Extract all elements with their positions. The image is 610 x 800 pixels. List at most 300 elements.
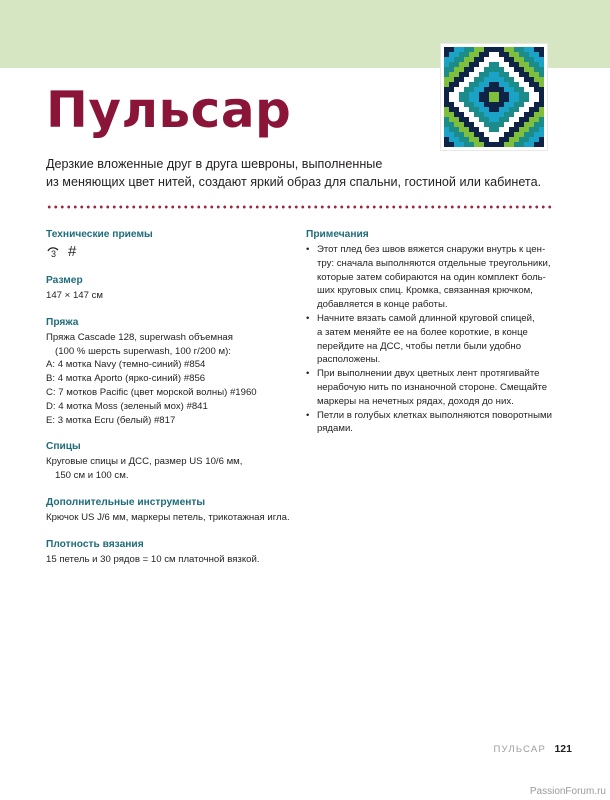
pattern-cell [469,142,474,147]
pattern-cell [459,62,464,67]
pattern-cell [449,122,454,127]
pattern-cell [509,107,514,112]
pattern-cell [464,52,469,57]
pattern-cell [454,122,459,127]
pattern-cell [479,52,484,57]
pattern-cell [444,117,449,122]
pattern-cell [509,72,514,77]
pattern-cell [479,122,484,127]
pattern-cell [459,52,464,57]
pattern-cell [484,97,489,102]
hash-grid-icon: # [68,243,77,260]
page-number: 121 [554,743,572,755]
gauge-heading: Плотность вязания [46,538,144,550]
pattern-cell [514,132,519,137]
pattern-cell [444,137,449,142]
pattern-cell [494,72,499,77]
pattern-cell [479,67,484,72]
pattern-cell [494,92,499,97]
yarn-line: Пряжа Cascade 128, superwash объемная [46,331,233,343]
pattern-cell [504,67,509,72]
pattern-cell [494,132,499,137]
pattern-cell [524,142,529,147]
pattern-cell [444,77,449,82]
pattern-cell [529,107,534,112]
pattern-cell [484,57,489,62]
note-line: которые затем собираются на один комплект боль- [317,271,546,283]
pattern-cell [524,47,529,52]
pattern-cell [489,122,494,127]
pattern-cell [529,117,534,122]
pattern-cell [499,72,504,77]
note-line: ших круговых спиц. Кромка, связанная крючком, [317,285,533,297]
pattern-cell [469,92,474,97]
pattern-cell [479,142,484,147]
pattern-cell [519,127,524,132]
pattern-cell [524,132,529,137]
pattern-cell [454,132,459,137]
pattern-cell [534,57,539,62]
pattern-cell [479,127,484,132]
pattern-cell [459,107,464,112]
pattern-cell [519,107,524,112]
pattern-cell [469,62,474,67]
pattern-cell [499,142,504,147]
pattern-cell [459,112,464,117]
pattern-cell [499,92,504,97]
pattern-cell [479,97,484,102]
pattern-cell [489,137,494,142]
pattern-cell [469,137,474,142]
pattern-cell [489,132,494,137]
pattern-cell [454,137,459,142]
pattern-cell [459,102,464,107]
pattern-cell [494,62,499,67]
pattern-cell [519,57,524,62]
pattern-cell [499,87,504,92]
pattern-cell [449,142,454,147]
pattern-cell [459,77,464,82]
pattern-cell [489,92,494,97]
pattern-cell [534,77,539,82]
pattern-cell [489,102,494,107]
pattern-cell [444,62,449,67]
pattern-cell [534,62,539,67]
pattern-cell [514,52,519,57]
technique-symbols [46,243,286,261]
pattern-cell [524,52,529,57]
pattern-cell [504,92,509,97]
pattern-cell [444,52,449,57]
pattern-cell [449,127,454,132]
footer-section-title: ПУЛЬСАР [493,744,546,755]
pattern-cell [444,122,449,127]
pattern-cell [504,142,509,147]
pattern-cell [519,77,524,82]
pattern-cell [504,97,509,102]
pattern-cell [484,67,489,72]
pattern-cell [484,87,489,92]
pattern-cell [474,72,479,77]
pattern-cell [484,62,489,67]
pattern-cell [489,142,494,147]
pattern-cell [509,92,514,97]
pattern-cell [494,107,499,112]
pattern-cell [484,102,489,107]
pattern-cell [484,137,489,142]
pattern-cell [519,112,524,117]
pattern-cell [534,122,539,127]
pattern-cell [454,82,459,87]
pattern-cell [514,47,519,52]
pattern-cell [484,132,489,137]
pattern-cell [509,137,514,142]
pattern-cell [474,137,479,142]
pattern-cell [524,87,529,92]
pattern-cell [534,87,539,92]
pattern-cell [444,112,449,117]
pattern-cell [479,62,484,67]
pattern-cell [504,52,509,57]
pattern-cell [529,52,534,57]
intro-line: из меняющих цвет нитей, создают яркий образ для спальни, гостиной или кабинета. [46,175,542,189]
pattern-cell [454,117,459,122]
pattern-cell [524,92,529,97]
pattern-cell [469,122,474,127]
pattern-cell [454,57,459,62]
techniques-section [46,228,286,261]
note-item [306,312,566,367]
pattern-cell [504,137,509,142]
pattern-cell [529,87,534,92]
pattern-cell [484,142,489,147]
pattern-cell [539,67,544,72]
pattern-cell [474,62,479,67]
pattern-cell [479,107,484,112]
pattern-cell [539,107,544,112]
pattern-cell [534,137,539,142]
pattern-cell [489,62,494,67]
pattern-cell [504,132,509,137]
pattern-cell [509,112,514,117]
pattern-cell [504,62,509,67]
pattern-cell [499,107,504,112]
pattern-cell [504,72,509,77]
pattern-cell [539,137,544,142]
pattern-cell [534,97,539,102]
yarn-line: B: 4 мотка Aporto (ярко-синий) #856 [46,373,206,385]
pattern-cell [529,122,534,127]
yarn-line: A: 4 мотка Navy (темно-синий) #854 [46,359,206,371]
techniques-heading: Технические приемы [46,229,153,240]
pattern-cell [529,62,534,67]
pattern-cell [474,102,479,107]
pattern-cell [484,82,489,87]
pattern-cell [474,77,479,82]
needles-line: Круговые спицы и ДСС, размер US 10/6 мм, [46,456,243,468]
pattern-cell [474,117,479,122]
pattern-cell [469,57,474,62]
pattern-cell [459,137,464,142]
note-item [306,367,566,408]
pattern-cell [519,52,524,57]
pattern-cell [464,117,469,122]
pattern-cell [444,102,449,107]
pattern-cell [464,77,469,82]
pattern-cell [469,47,474,52]
note-line: • Этот плед без швов вяжется снаружи внутрь к цен- [317,244,546,255]
pattern-cell [539,112,544,117]
pattern-cell [469,117,474,122]
note-item [306,409,566,437]
pattern-cell [499,137,504,142]
pattern-cell [514,102,519,107]
pattern-cell [519,142,524,147]
pattern-cell [494,97,499,102]
pattern-cell [534,67,539,72]
pattern-cell [519,87,524,92]
pattern-cell [534,92,539,97]
pattern-cell [519,82,524,87]
pattern-cell [494,122,499,127]
pattern-cell [519,102,524,107]
pattern-cell [494,82,499,87]
pattern-cell [459,72,464,77]
pattern-cell [449,107,454,112]
pattern-cell [474,127,479,132]
pattern-cell [509,102,514,107]
pattern-cell [449,77,454,82]
pattern-cell [524,57,529,62]
pattern-cell [464,97,469,102]
pattern-cell [509,77,514,82]
pattern-cell [494,117,499,122]
pattern-cell [534,52,539,57]
pattern-cell [504,117,509,122]
pattern-cell [534,117,539,122]
pattern-cell [484,127,489,132]
pattern-cell [524,112,529,117]
gauge-text: 15 петель и 30 рядов = 10 см платочной вязкой. [46,553,260,565]
pattern-cell [449,87,454,92]
pulsar-pattern-image [444,47,544,147]
pattern-cell [474,92,479,97]
pattern-cell [459,67,464,72]
pattern-cell [479,92,484,97]
pattern-cell [509,132,514,137]
pattern-cell [489,67,494,72]
pattern-cell [489,82,494,87]
pattern-cell [524,82,529,87]
pattern-cell [454,127,459,132]
pattern-cell [539,117,544,122]
pattern-cell [459,87,464,92]
pattern-cell [519,132,524,137]
pattern-cell [514,112,519,117]
pattern-cell [464,132,469,137]
pattern-cell [519,47,524,52]
pattern-cell [469,102,474,107]
pattern-cell [524,72,529,77]
pattern-cell [529,57,534,62]
note-line: • При выполнении двух цветных лент протягивайте [317,368,540,380]
pattern-cell [514,77,519,82]
pattern-cell [499,117,504,122]
yarn-heading: Пряжа [46,316,79,328]
pattern-cell [474,57,479,62]
pattern-cell [524,67,529,72]
pattern-cell [474,47,479,52]
pattern-cell [489,107,494,112]
pattern-cell [534,102,539,107]
pattern-cell [489,72,494,77]
pattern-cell [454,77,459,82]
pattern-cell [499,57,504,62]
pattern-cell [444,72,449,77]
pattern-cell [524,107,529,112]
pattern-cell [534,112,539,117]
pattern-cell [539,127,544,132]
pattern-cell [489,112,494,117]
note-line: перейдите на ДСС, чтобы петли были удобно [317,340,522,352]
pattern-cell [464,137,469,142]
pattern-cell [484,47,489,52]
pattern-cell [449,62,454,67]
pattern-cell [464,92,469,97]
pattern-cell [464,82,469,87]
pattern-cell [504,57,509,62]
pattern-cell [444,142,449,147]
pattern-cell [484,107,489,112]
pattern-cell [459,127,464,132]
pattern-cell [469,132,474,137]
pattern-cell [509,122,514,127]
pattern-cell [504,47,509,52]
pattern-cell [514,142,519,147]
pattern-cell [479,82,484,87]
left-column [46,228,290,580]
yarn-section [46,316,286,428]
pattern-cell [484,72,489,77]
pattern-cell [484,117,489,122]
pattern-cell [469,82,474,87]
pattern-cell [499,132,504,137]
pattern-cell [534,142,539,147]
pattern-cell [534,82,539,87]
pattern-cell [459,97,464,102]
pattern-cell [464,102,469,107]
pattern-cell [539,82,544,87]
pattern-cell [484,52,489,57]
pattern-cell [519,92,524,97]
pattern-cell [479,72,484,77]
pattern-cell [514,82,519,87]
pattern-cell [449,132,454,137]
pattern-cell [479,77,484,82]
pattern-cell [459,132,464,137]
pattern-cell [504,77,509,82]
pattern-cell [539,142,544,147]
pattern-cell [464,62,469,67]
pattern-cell [474,87,479,92]
pattern-cell [519,67,524,72]
yarn-line: D: 4 мотка Moss (зеленый мох) #841 [46,400,208,412]
notes-heading: Примечания [306,229,369,240]
notes-list [306,243,566,436]
pattern-cell [494,137,499,142]
pattern-cell [529,82,534,87]
note-line: рядами. [317,423,353,435]
pattern-cell [514,127,519,132]
pattern-cell [504,87,509,92]
note-line: • Начните вязать самой длинной круговой спицей, [317,312,535,324]
pattern-cell [459,82,464,87]
size-heading: Размер [46,275,83,286]
needles-heading: Спицы [46,441,81,453]
pattern-cell [449,82,454,87]
pattern-cell [524,117,529,122]
pattern-cell [499,62,504,67]
pattern-cell [534,132,539,137]
pattern-cell [514,137,519,142]
pattern-cell [524,77,529,82]
pattern-cell [514,57,519,62]
pattern-cell [489,127,494,132]
pattern-cell [479,57,484,62]
pattern-cell [509,87,514,92]
pattern-cell [539,57,544,62]
pattern-cell [529,72,534,77]
pattern-cell [454,62,459,67]
pattern-cell [539,132,544,137]
pattern-cell [454,67,459,72]
pattern-cell [489,97,494,102]
pattern-cell [529,77,534,82]
pattern-cell [539,122,544,127]
gauge-section [46,538,286,567]
pattern-cell [444,67,449,72]
pattern-cell [529,67,534,72]
pattern-cell [469,67,474,72]
pattern-cell [509,82,514,87]
pattern-cell [449,97,454,102]
pattern-cell [534,107,539,112]
dotted-divider [46,205,552,209]
pattern-cell [444,87,449,92]
pattern-cell [449,137,454,142]
pattern-cell [509,127,514,132]
pattern-cell [464,127,469,132]
note-item [306,243,566,312]
pattern-cell [474,82,479,87]
pattern-cell [529,137,534,142]
pattern-cell [519,62,524,67]
size-value: 147 × 147 см [46,290,104,301]
pattern-cell [539,87,544,92]
pattern-cell [519,122,524,127]
pattern-cell [494,47,499,52]
pattern-cell [514,72,519,77]
pattern-cell [444,57,449,62]
pattern-cell [524,137,529,142]
pattern-cell [499,127,504,132]
pattern-cell [494,77,499,82]
pattern-cell [464,142,469,147]
pattern-cell [539,77,544,82]
pattern-cell [469,52,474,57]
pattern-cell [449,112,454,117]
pattern-cell [459,47,464,52]
